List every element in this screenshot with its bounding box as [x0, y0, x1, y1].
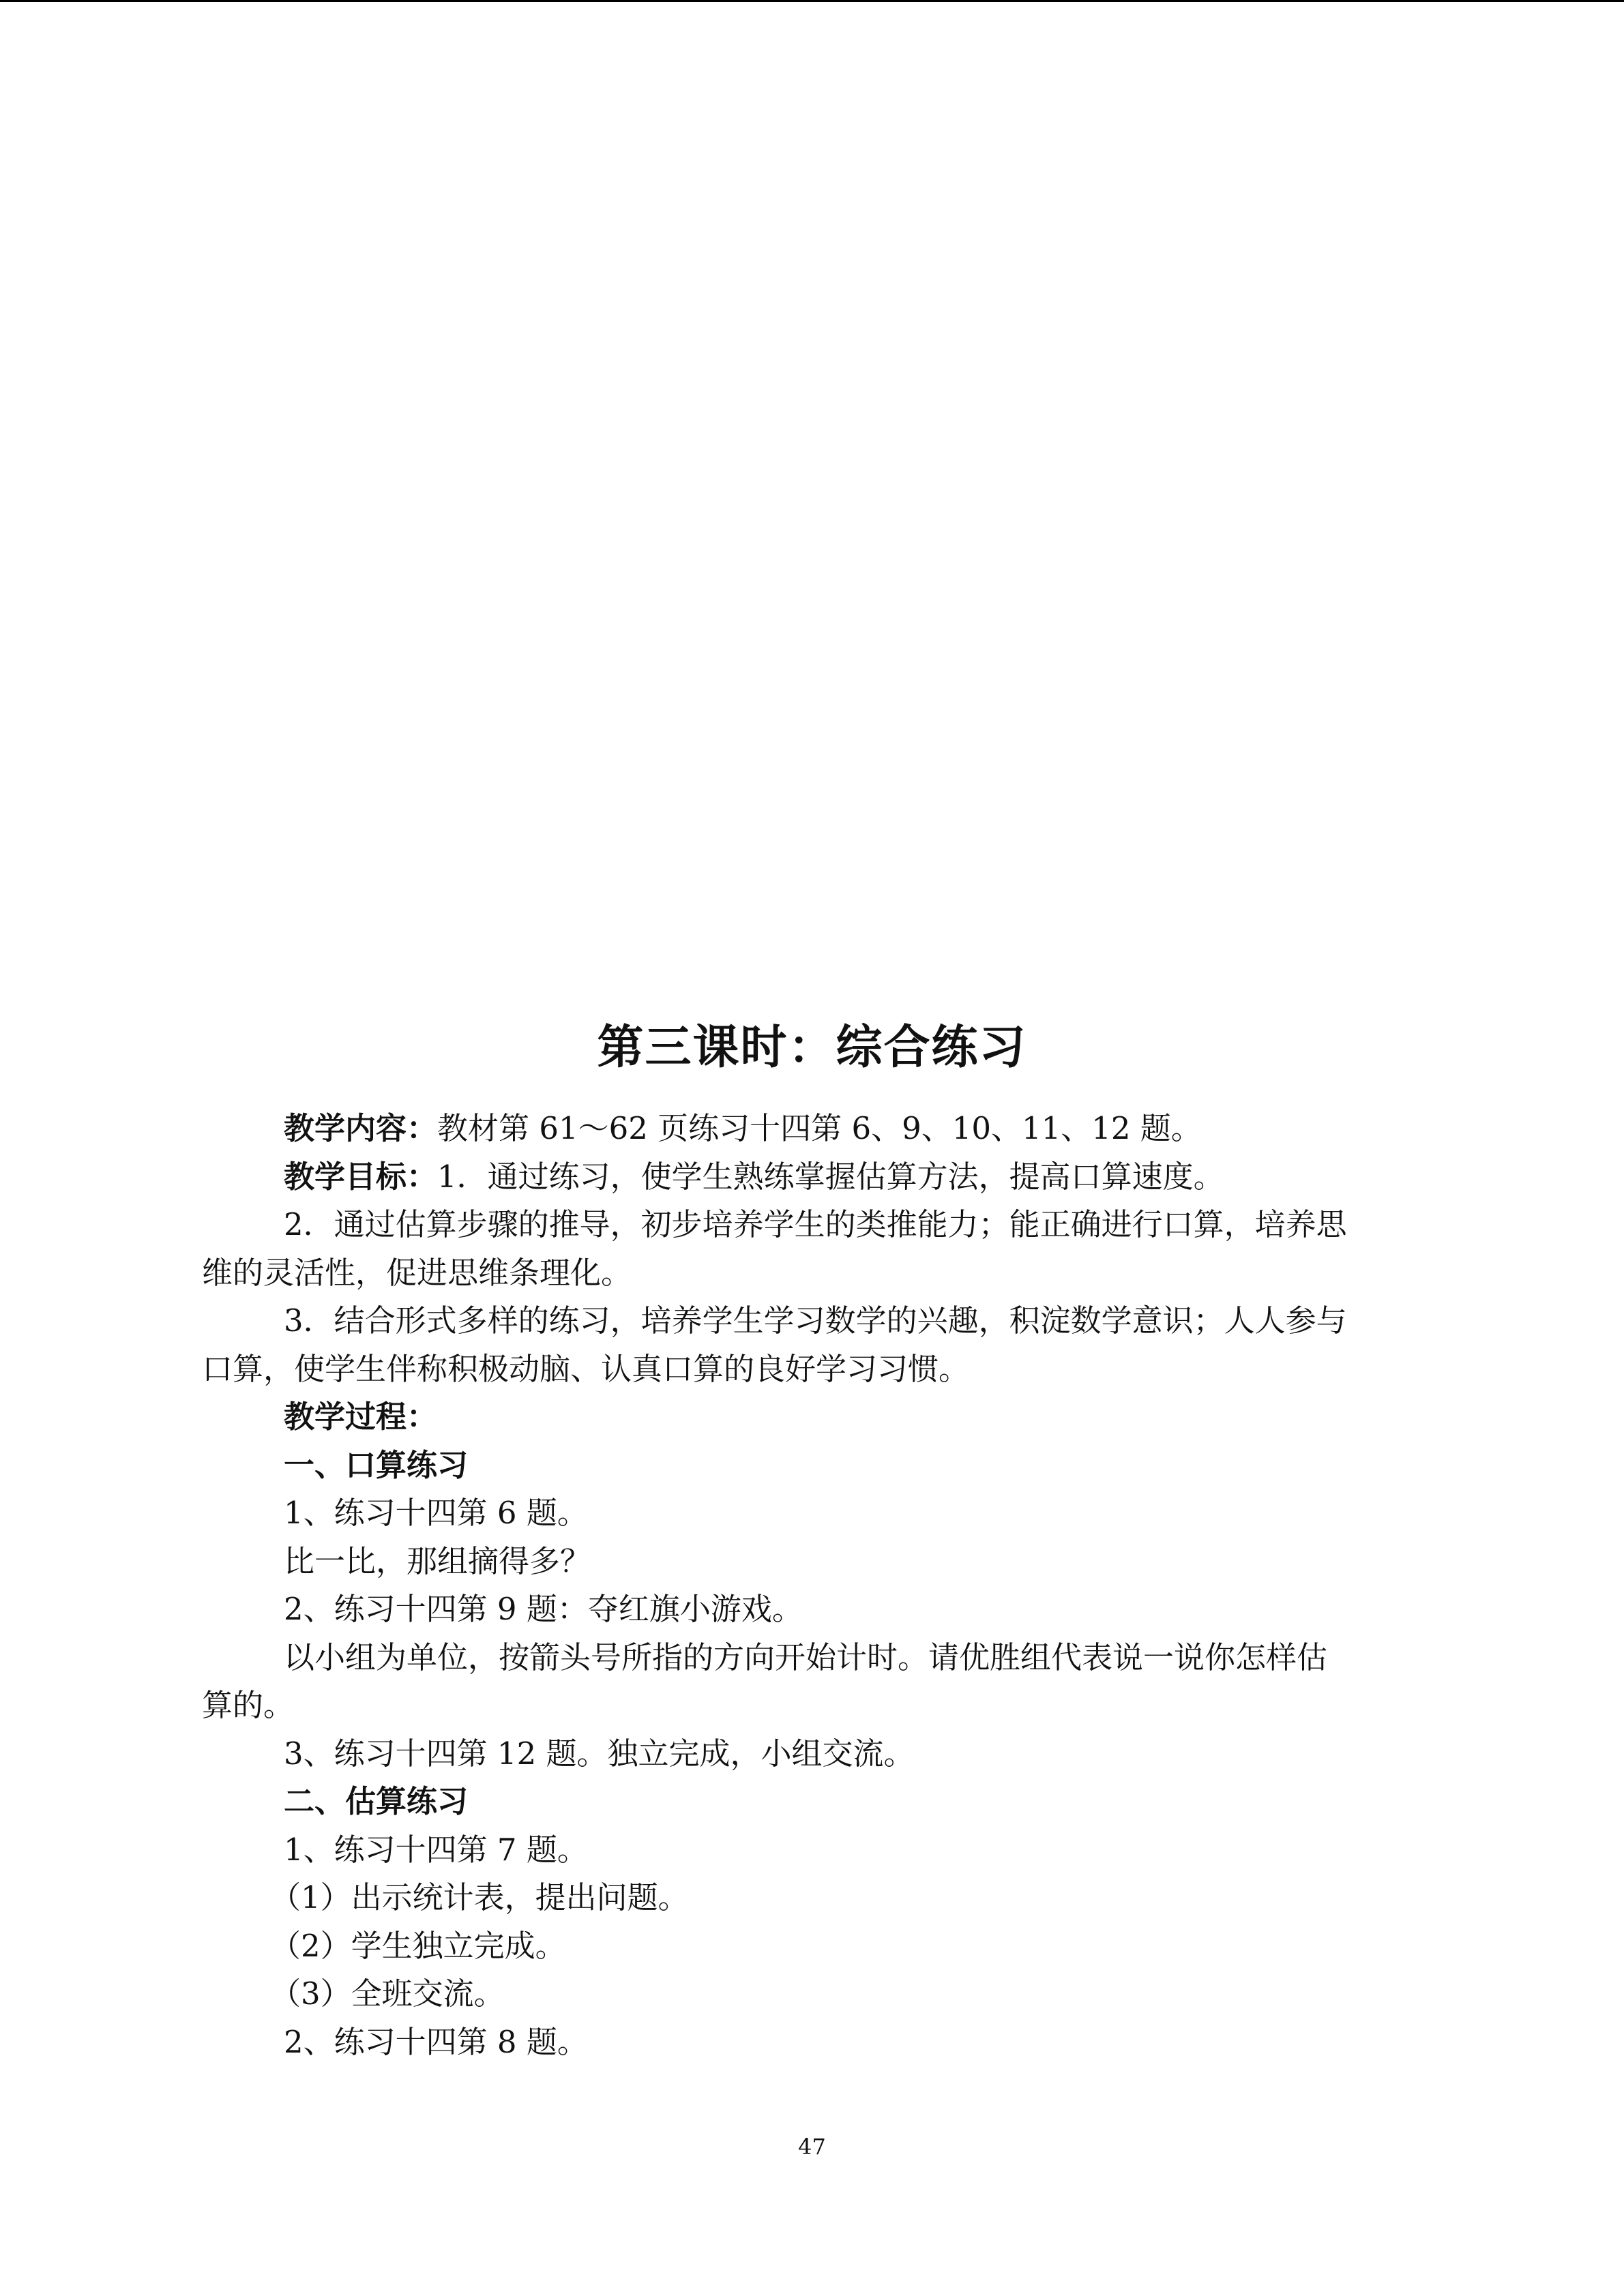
objective-3-line-2: 口算，使学生伴称积极动脑、认真口算的良好学习习惯。: [202, 1350, 970, 1387]
objective-1: 1．通过练习，使学生熟练掌握估算方法，提高口算速度。: [437, 1158, 1224, 1195]
section-1-item-2-detail-line-2: 算的。: [202, 1687, 295, 1723]
top-border-line: [0, 0, 1624, 2]
lesson-body: [202, 1105, 1416, 2066]
teaching-process-label: 教学过程：: [284, 1399, 438, 1435]
section-1-item-1-detail: 比一比，那组摘得多？: [284, 1542, 591, 1579]
section-1-item-2: 2、练习十四第 9 题：夺红旗小游戏。: [284, 1591, 803, 1627]
section-2-step-2: （2）学生独立完成。: [270, 1927, 566, 1964]
section-2-item-1: 1、练习十四第 7 题。: [284, 1831, 588, 1868]
page-number: 47: [798, 2134, 826, 2160]
section-2-heading: 二、估算练习: [284, 1783, 469, 1819]
lesson-title: 第三课时：综合练习: [597, 1021, 1027, 1075]
objective-2-line-2: 维的灵活性，促进思维条理化。: [202, 1254, 632, 1291]
section-1-item-2-detail-line-1: 以小组为单位，按箭头号所指的方向开始计时。请优胜组代表说一说你怎样估: [284, 1639, 1328, 1675]
section-1-item-1: 1、练习十四第 6 题。: [284, 1495, 588, 1531]
section-2-step-1: （1）出示统计表，提出问题。: [270, 1879, 689, 1915]
objective-2-line-1: 2．通过估算步骤的推导，初步培养学生的类推能力；能正确进行口算，培养思: [284, 1206, 1347, 1242]
teaching-content: [202, 1105, 1416, 1153]
teaching-content-label: 教学内容：: [284, 1110, 438, 1146]
teaching-content-text: 教材第 61～62 页练习十四第 6、9、10、11、12 题。: [437, 1110, 1202, 1146]
section-1-item-3: 3、练习十四第 12 题。独立完成，小组交流。: [284, 1735, 915, 1772]
teaching-objectives: [202, 1153, 1416, 1202]
teaching-objectives-label: 教学目标：: [284, 1158, 438, 1195]
section-2-item-2: 2、练习十四第 8 题。: [284, 2023, 588, 2060]
section-2-step-3: （3）全班交流。: [270, 1976, 505, 2012]
objective-3-line-1: 3．结合形式多样的练习，培养学生学习数学的兴趣，积淀数学意识；人人参与: [284, 1302, 1347, 1339]
section-1-heading: 一、口算练习: [284, 1446, 469, 1483]
